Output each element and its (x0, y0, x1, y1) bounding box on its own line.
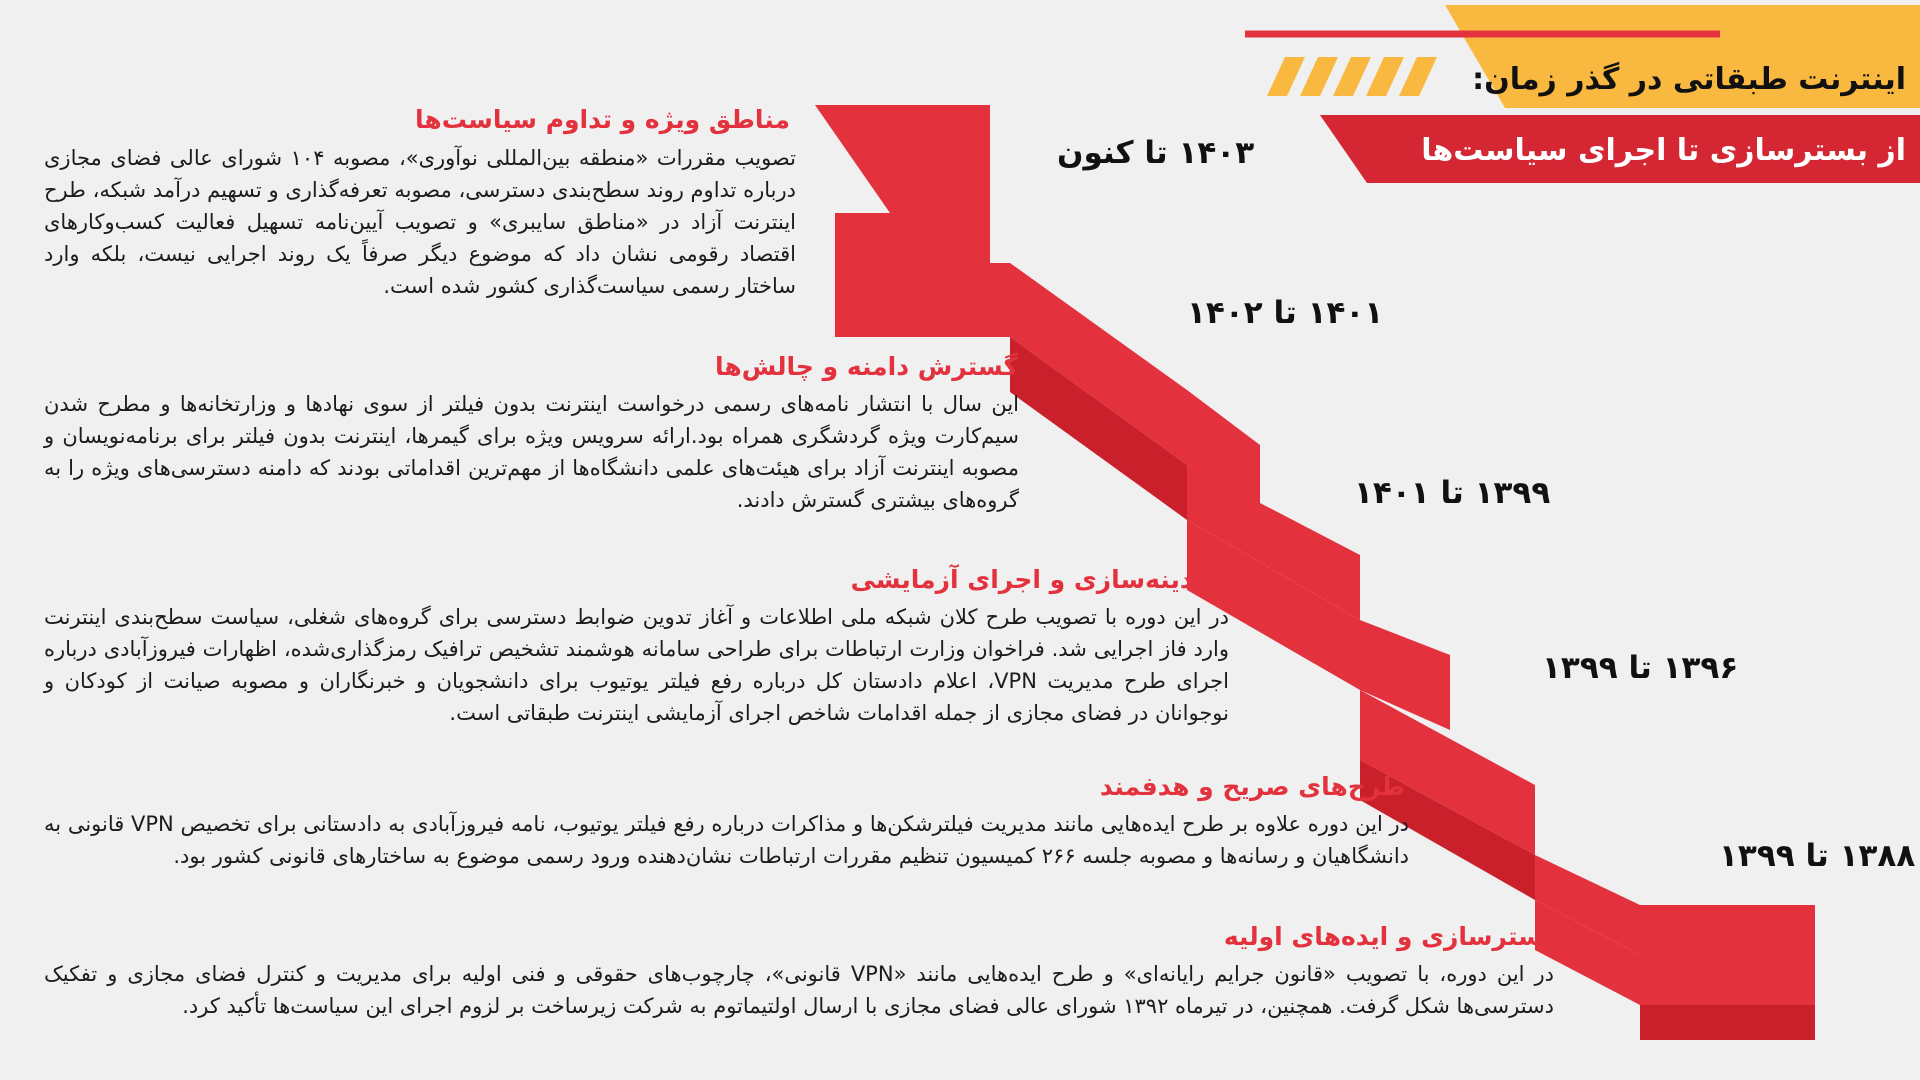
period-label: ۱۳۹۹ تا ۱۴۰۱ (1354, 475, 1551, 511)
page-subtitle: از بسترسازی تا اجرای سیاست‌ها (1421, 133, 1906, 168)
section-body: در این دوره، با تصویب «قانون جرایم رایانه‌ای» و طرح ایده‌هایی مانند «VPN قانونی»، چارچوب‌های حقوقی و فنی اولیه برای مدیریت و کنترل فضای مجازی و تفکیک دسترسی‌ها شکل گرفت. همچنین، در تیرماه ۱۳۹۲ شورای عالی فضای مجازی با ارسال اولتیماتوم به شرکت زیرساخت بر لزوم اجرای این سیاست‌ها تأکید کرد. (44, 962, 1554, 1018)
section-body: در این دوره با تصویب طرح کلان شبکه ملی اطلاعات و آغاز تدوین ضوابط دسترسی برای گروه‌های شغلی، سیاست سطح‌بندی اینترنت وارد فاز اجرایی شد. فراخوان وزارت ارتباطات برای طراحی سامانه هوشمند تشخیص ترافیک رمزگذاری‌شده، اظهارات فیروزآبادی درباره اجرای طرح مدیریت VPN، اعلام دادستان کل درباره رفع فیلتر یوتیوب برای دانشجویان و خبرنگاران و مصوبه صیانت از کودکان و نوجوانان در فضای مجازی از جمله اقدامات شاخص اجرای آزمایشی اینترنت طبقاتی است. (44, 605, 1229, 725)
page-title: اینترنت طبقاتی در گذر زمان: (1472, 62, 1906, 97)
period-label: ۱۴۰۳ تا کنون (1057, 135, 1255, 171)
section-title: بسترسازی و ایده‌های اولیه (1223, 922, 1553, 951)
period-label: ۱۴۰۱ تا ۱۴۰۲ (1187, 295, 1384, 331)
section-body: در این دوره علاوه بر طرح ایده‌هایی مانند مدیریت فیلترشکن‌ها و مذاکرات درباره رفع فیلتر یوتیوب، نامه فیروزآبادی به دادستانی برای تخصیص VPN قانونی به دانشگاهیان و رسانه‌ها و مصوبه جلسه ۲۶۶ کمیسیون تنظیم مقررات ارتباطات نشان‌دهنده ورود رسمی موضوع به ساختارهای قانونی کشور بود. (44, 812, 1409, 868)
section-title: مناطق ویژه و تداوم سیاست‌ها (415, 105, 790, 134)
staircase-arrow-head (815, 105, 1010, 337)
section-body: تصویب مقررات «منطقه بین‌المللی نوآوری»، مصوبه ۱۰۴ شورای عالی فضای مجازی درباره تداوم روند سطح‌بندی دسترسی، مصوبه تعرفه‌گذاری و تسهیم درآمد شبکه، طرح اینترنت آزاد در «مناطق سایبری» و تصویب آیین‌نامه تسهیل فعالیت کسب‌وکارهای اقتصاد رقومی نشان داد که موضوع دیگر صرفاً یک روند اجرایی نیست، بلکه وارد ساختار رسمی سیاست‌گذاری کشور شده است. (44, 146, 796, 298)
section-title: نهادینه‌سازی و اجرای آزمایشی (850, 565, 1228, 594)
staircase-tail-shade (1640, 1005, 1815, 1040)
staircase-tail (1640, 905, 1815, 1005)
section-title: طرح‌های صریح و هدفمند (1099, 772, 1405, 801)
period-label: ۱۳۹۶ تا ۱۳۹۹ (1542, 650, 1739, 686)
section-title: گسترش دامنه و چالش‌ها (715, 352, 1018, 381)
section-body: این سال با انتشار نامه‌های رسمی درخواست اینترنت بدون فیلتر از سوی نهادها و وزارتخانه‌ها و مطرح شدن سیم‌کارت ویژه گردشگری همراه بود.ارائه سرویس ویژه برای گیمرها، اینترنت بدون فیلتر برای برنامه‌نویسان و مصوبه اینترنت آزاد برای هیئت‌های علمی دانشگاه‌ها از مهم‌ترین اقداماتی بودند که دامنه دسترسی‌های ویژه را به گروه‌های بیشتری گسترش دادند. (44, 392, 1019, 512)
header-hazard-stripes (1267, 57, 1437, 96)
period-label: ۱۳۸۸ تا ۱۳۹۹ (1719, 838, 1916, 874)
